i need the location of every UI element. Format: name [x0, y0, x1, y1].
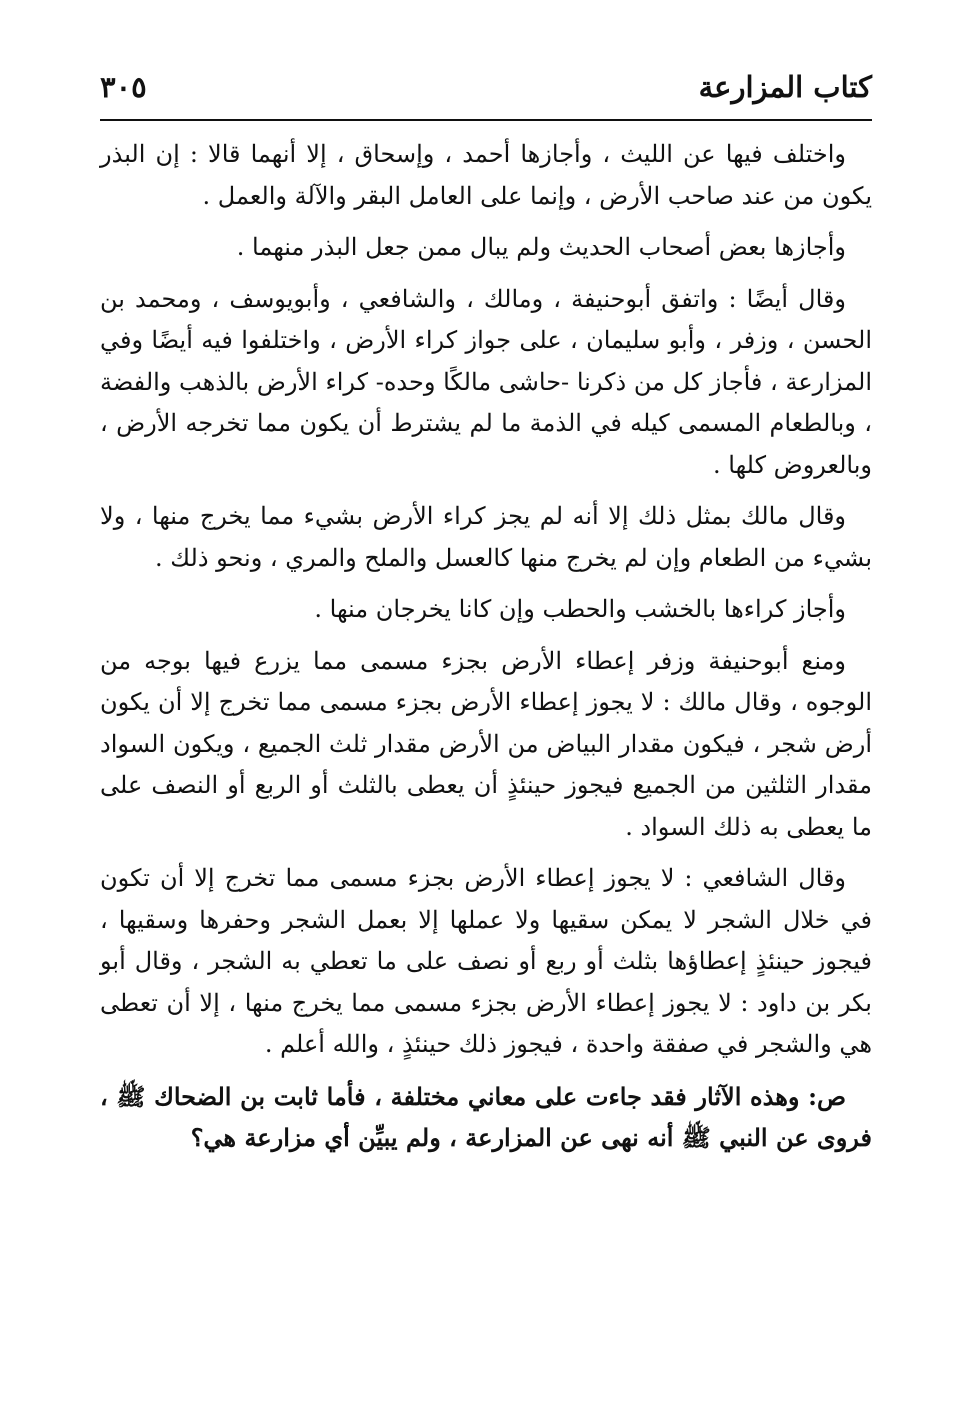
paragraph: وأجاز كراءها بالخشب والحطب وإن كانا يخرجان منها .: [314, 595, 846, 623]
paragraph: وقال الشافعي : لا يجوز إعطاء الأرض بجزء مسمى مما تخرج إلا أن تكون في خلال الشجر لا يمكن سقيها ولا عملها إلا بعمل الشجر وحفرها وسقيها ، فيجوز حينئذٍ إعطاؤها بثلث أو ربع أو نصف على ما تعطي به الشجر ، وقال أبو بكر بن داود : لا يجوز إعطاء الأرض بجزء مسمى مما يخرج منها ، إلا أن تعطى هي والشجر في صفقة واحدة ، فيجوز ذلك حينئذٍ ، والله أعلم .: [100, 864, 872, 1058]
paragraph: واختلف فيها عن الليث ، وأجازها أحمد ، وإسحاق ، إلا أنهما قالا : إن البذر يكون من عند صاحب الأرض ، وإنما على العامل البقر والآلة والعمل .: [100, 140, 872, 210]
running-title: كتاب المزارعة: [698, 70, 872, 104]
paragraph: ومنع أبوحنيفة وزفر إعطاء الأرض بجزء مسمى مما يزرع فيها بوجه من الوجوه ، وقال مالك : لا يجوز إعطاء الأرض بجزء مسمى مما تخرج إلا أن يكون أرض شجر ، فيكون مقدار البياض من الأرض مقدار ثلث الجميع ، ويكون السواد مقدار الثلثين من الجميع فيجوز حينئذٍ أن يعطى بالثلث أو الربع أو النصف على ما يعطى به ذلك السواد .: [100, 646, 872, 841]
paragraph: وقال مالك بمثل ذلك إلا أنه لم يجز كراء الأرض بشيء مما يخرج منها ، ولا بشيء من الطعام وإن لم يخرج منها كالعسل والملح والمري ، ونحو ذلك .: [100, 502, 872, 572]
paragraph: وأجازها بعض أصحاب الحديث ولم يبال ممن جعل البذر منهما .: [236, 233, 846, 261]
body-text: [100, 134, 872, 1169]
page-number: ٣٠٥: [100, 70, 147, 104]
commentary-paragraph: ص: وهذه الآثار فقد جاءت على معاني مختلفة ، فأما ثابت بن الضحاك ﷺ ، فروى عن النبي ﷺ أنه نهى عن المزارعة ، ولم يبيِّن أي مزارعة هي؟: [100, 1081, 872, 1152]
header-divider: [100, 119, 872, 121]
page-header: [100, 64, 872, 110]
paragraph: وقال أيضًا : واتفق أبوحنيفة ، ومالك ، والشافعي ، وأبويوسف ، ومحمد بن الحسن ، وزفر ، وأبو سليمان ، على جواز كراء الأرض ، واختلفوا فيه أيضًا وفي المزارعة ، فأجاز كل من ذكرنا -حاشى مالكًا وحده- كراء الأرض بالذهب والفضة ، وبالطعام المسمى كيله في الذمة ما لم يشترط أن يكون مما تخرجه الأرض ، وبالعروض كلها .: [100, 284, 872, 479]
